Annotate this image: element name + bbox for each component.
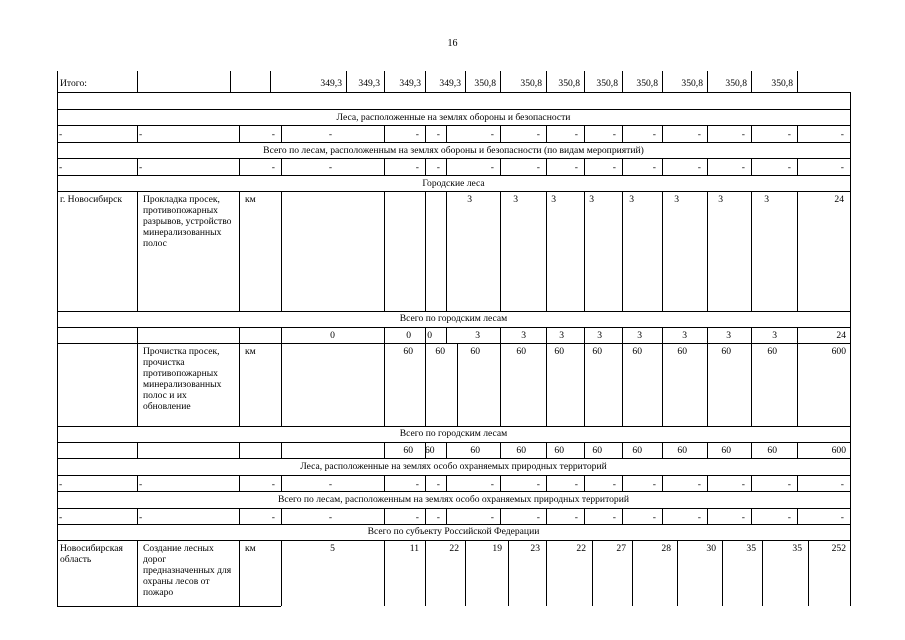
protected-total-dash-row-text: -: [59, 512, 63, 523]
itogo-value: 350,8: [771, 78, 793, 89]
defense-dash-row-text: -: [328, 129, 333, 140]
protected-dash-row-text: -: [840, 479, 844, 490]
urban-total1-value: 3: [597, 330, 602, 341]
urban-total2-value: 60: [554, 445, 564, 456]
section-urban-total-2-title: Всего по городским лесам: [399, 428, 508, 439]
section-urban-title: Городские леса: [422, 178, 485, 189]
oblast-value: 23: [530, 543, 540, 554]
itogo-value: 350,8: [636, 78, 658, 89]
urban-activity2-value: 600: [831, 346, 846, 357]
itogo-value: 350,8: [725, 78, 747, 89]
defense-total-dash-row-text: -: [139, 162, 143, 173]
urban-total2-cell: [239, 442, 281, 458]
oblast-value: 252: [831, 543, 846, 554]
urban-activity1-cell: [384, 191, 425, 311]
urban-activity1-value: 3: [467, 194, 472, 205]
urban-activity1-value: 3: [718, 194, 723, 205]
protected-dash-row-text: -: [612, 479, 616, 490]
urban-total2-value: 60: [721, 445, 731, 456]
defense-total-dash-row-text: -: [415, 162, 419, 173]
oblast-value: 22: [576, 543, 586, 554]
oblast-value: 11: [409, 543, 419, 554]
protected-dash-row-text: -: [652, 479, 656, 490]
urban-activity2-name: Прочистка просек, прочистка противопожарных минерализованных полос и их обновление: [143, 346, 222, 412]
urban-activity1-unit: км: [245, 194, 256, 205]
urban-activity1-cell: [546, 191, 584, 311]
defense-total-dash-row-text: -: [697, 162, 701, 173]
urban-activity2-value: 60: [767, 346, 777, 357]
urban-activity2-value: 60: [403, 346, 413, 357]
urban-activity1-value: 3: [589, 194, 594, 205]
urban-total2-cell: [137, 442, 239, 458]
itogo-value: 349,3: [320, 78, 342, 89]
itogo-value: 350,8: [558, 78, 580, 89]
defense-dash-row-text: -: [436, 129, 440, 140]
protected-total-dash-row-text: -: [574, 512, 578, 523]
urban-activity1-value: 3: [551, 194, 556, 205]
urban-total1-cell: [137, 327, 239, 343]
page-number: 16: [447, 38, 458, 49]
urban-activity2-cell: [281, 343, 384, 426]
defense-total-dash-row-text: -: [652, 162, 656, 173]
section-subject-total-title: Всего по субъекту Российской Федерации: [367, 526, 540, 537]
urban-activity1-cell: [751, 191, 797, 311]
defense-dash-row-text: -: [574, 129, 578, 140]
defense-total-dash-row-text: -: [574, 162, 578, 173]
protected-total-dash-row-text: -: [840, 512, 844, 523]
urban-total2-value: 60: [470, 445, 480, 456]
protected-dash-row-text: -: [415, 479, 419, 490]
defense-dash-row-text: -: [652, 129, 656, 140]
section-urban-total-1-title: Всего по городским лесам: [399, 313, 508, 324]
urban-activity2-cell: [57, 343, 137, 426]
urban-activity1-cell: [622, 191, 662, 311]
protected-total-dash-row-text: -: [536, 512, 540, 523]
urban-activity1-cell: [281, 191, 384, 311]
urban-total1-value: 3: [559, 330, 564, 341]
urban-total2-value: 60: [516, 445, 526, 456]
urban-activity1-value: 3: [513, 194, 518, 205]
protected-total-dash-row-text: -: [490, 512, 494, 523]
defense-dash-row-text: -: [840, 129, 844, 140]
itogo-cell: [230, 71, 270, 92]
protected-dash-row-text: -: [139, 479, 143, 490]
defense-dash-row-text: -: [59, 129, 63, 140]
urban-total1-value: 3: [772, 330, 777, 341]
urban-activity1-cell: [707, 191, 751, 311]
protected-dash-row-text: -: [271, 479, 275, 490]
protected-total-dash-row-text: -: [139, 512, 143, 523]
itogo-cell: [137, 71, 230, 92]
protected-dash-row-text: -: [536, 479, 540, 490]
section-protected-total-title: Всего по лесам, расположенным на землях особо охраняемых природных территорий: [278, 494, 629, 505]
section-defense-total-title: Всего по лесам, расположенным на землях обороны и безопасности (по видам мероприятий): [263, 145, 644, 156]
defense-total-dash-row-text: -: [612, 162, 616, 173]
itogo-value: 350,8: [474, 78, 496, 89]
urban-total1-value: 3: [682, 330, 687, 341]
urban-activity2-value: 60: [435, 346, 445, 357]
urban-total2-value: 60: [767, 445, 777, 456]
protected-total-dash-row-text: -: [612, 512, 616, 523]
urban-total2-value: 60: [403, 445, 413, 456]
urban-activity2-value: 60: [677, 346, 687, 357]
urban-total2-value: 60: [425, 445, 435, 456]
oblast-activity-name: Создание лесных дорог предназначенных для охраны лесов от пожаро: [143, 543, 232, 598]
urban-activity2-value: 60: [554, 346, 564, 357]
protected-dash-row-text: -: [436, 479, 440, 490]
urban-activity1-cell: [797, 191, 851, 311]
urban-activity1-cell: [425, 191, 446, 311]
itogo-value: 350,8: [520, 78, 542, 89]
urban-total1-value: 0: [330, 330, 335, 341]
defense-total-dash-row-text: -: [271, 162, 275, 173]
protected-total-dash-row-text: -: [697, 512, 701, 523]
oblast-unit: км: [245, 543, 256, 554]
urban-activity2-unit: км: [245, 346, 256, 357]
section-protected-title: Леса, расположенные на землях особо охраняемых природных территорий: [300, 461, 607, 472]
defense-dash-row-text: -: [490, 129, 494, 140]
defense-dash-row-text: -: [612, 129, 616, 140]
urban-total1-value: 24: [836, 330, 846, 341]
protected-total-dash-row-text: -: [741, 512, 745, 523]
urban-activity1-value: 3: [674, 194, 679, 205]
spacer-row: [57, 92, 851, 109]
protected-total-dash-row-text: -: [328, 512, 333, 523]
itogo-value: 349,3: [399, 78, 421, 89]
oblast-value: 27: [616, 543, 626, 554]
urban-activity2-value: 60: [516, 346, 526, 357]
urban-total1-value: 0: [406, 330, 411, 341]
protected-dash-row-text: -: [787, 479, 791, 490]
urban-activity2-value: 60: [632, 346, 642, 357]
defense-total-dash-row-text: -: [741, 162, 745, 173]
urban-total1-value: 3: [726, 330, 731, 341]
defense-dash-row-text: -: [787, 129, 791, 140]
protected-dash-row-text: -: [490, 479, 494, 490]
protected-dash-row-text: -: [574, 479, 578, 490]
urban-activity1-cell: [584, 191, 622, 311]
defense-dash-row-text: -: [139, 129, 143, 140]
urban-total1-value: 0: [427, 330, 432, 341]
defense-dash-row-text: -: [536, 129, 540, 140]
itogo-label: Итого:: [60, 78, 87, 89]
protected-total-dash-row-text: -: [271, 512, 275, 523]
urban-activity1-cell: [500, 191, 546, 311]
defense-dash-row-text: -: [415, 129, 419, 140]
protected-dash-row-text: -: [328, 479, 333, 490]
protected-dash-row-text: -: [59, 479, 63, 490]
protected-total-dash-row-text: -: [787, 512, 791, 523]
urban-total2-value: 60: [592, 445, 602, 456]
protected-dash-row-text: -: [741, 479, 745, 490]
defense-total-dash-row-text: -: [840, 162, 844, 173]
urban-total1-value: 3: [475, 330, 480, 341]
protected-total-dash-row-text: -: [652, 512, 656, 523]
protected-total-dash-row-text: -: [436, 512, 440, 523]
oblast-value: 5: [330, 543, 335, 554]
urban-total2-cell: [281, 442, 384, 458]
protected-total-dash-row-text: -: [415, 512, 419, 523]
urban-activity1-value: 24: [834, 194, 844, 205]
itogo-value: 349,3: [439, 78, 461, 89]
oblast-value: 28: [661, 543, 671, 554]
itogo-value: 350,8: [681, 78, 703, 89]
defense-total-dash-row-text: -: [436, 162, 440, 173]
urban-city-name: г. Новосибирск: [60, 194, 122, 205]
urban-activity2-value: 60: [592, 346, 602, 357]
urban-activity1-cell: [662, 191, 707, 311]
urban-activity1-cell: [57, 191, 137, 311]
oblast-value: 19: [492, 543, 502, 554]
urban-activity2-value: 60: [470, 346, 480, 357]
urban-total2-value: 600: [831, 445, 846, 456]
oblast-value: 22: [449, 543, 459, 554]
urban-total2-cell: [57, 442, 137, 458]
urban-total1-cell: [239, 327, 281, 343]
defense-dash-row-text: -: [697, 129, 701, 140]
urban-activity1-cell: [239, 191, 281, 311]
oblast-value: 30: [706, 543, 716, 554]
defense-total-dash-row-text: -: [536, 162, 540, 173]
defense-total-dash-row-text: -: [328, 162, 333, 173]
section-defense-title: Леса, расположенные на землях обороны и безопасности: [336, 112, 571, 123]
protected-dash-row-text: -: [697, 479, 701, 490]
urban-total2-value: 60: [632, 445, 642, 456]
itogo-value: 350,8: [596, 78, 618, 89]
defense-dash-row-text: -: [741, 129, 745, 140]
defense-dash-row-text: -: [271, 129, 275, 140]
oblast-value: 35: [792, 543, 802, 554]
urban-total1-value: 3: [637, 330, 642, 341]
itogo-value: 349,3: [358, 78, 380, 89]
urban-activity1-cell: [446, 191, 500, 311]
urban-activity2-value: 60: [721, 346, 731, 357]
urban-total1-value: 3: [521, 330, 526, 341]
defense-total-dash-row-text: -: [59, 162, 63, 173]
urban-total2-value: 60: [677, 445, 687, 456]
urban-activity1-name: Прокладка просек, противопожарных разрывов, устройство минерализованных полос: [143, 194, 232, 249]
urban-total1-cell: [57, 327, 137, 343]
urban-activity1-value: 3: [764, 194, 769, 205]
oblast-region-name: Новосибирская область: [60, 543, 123, 565]
oblast-value: 35: [746, 543, 756, 554]
urban-activity1-value: 3: [629, 194, 634, 205]
defense-total-dash-row-text: -: [787, 162, 791, 173]
defense-total-dash-row-text: -: [490, 162, 494, 173]
